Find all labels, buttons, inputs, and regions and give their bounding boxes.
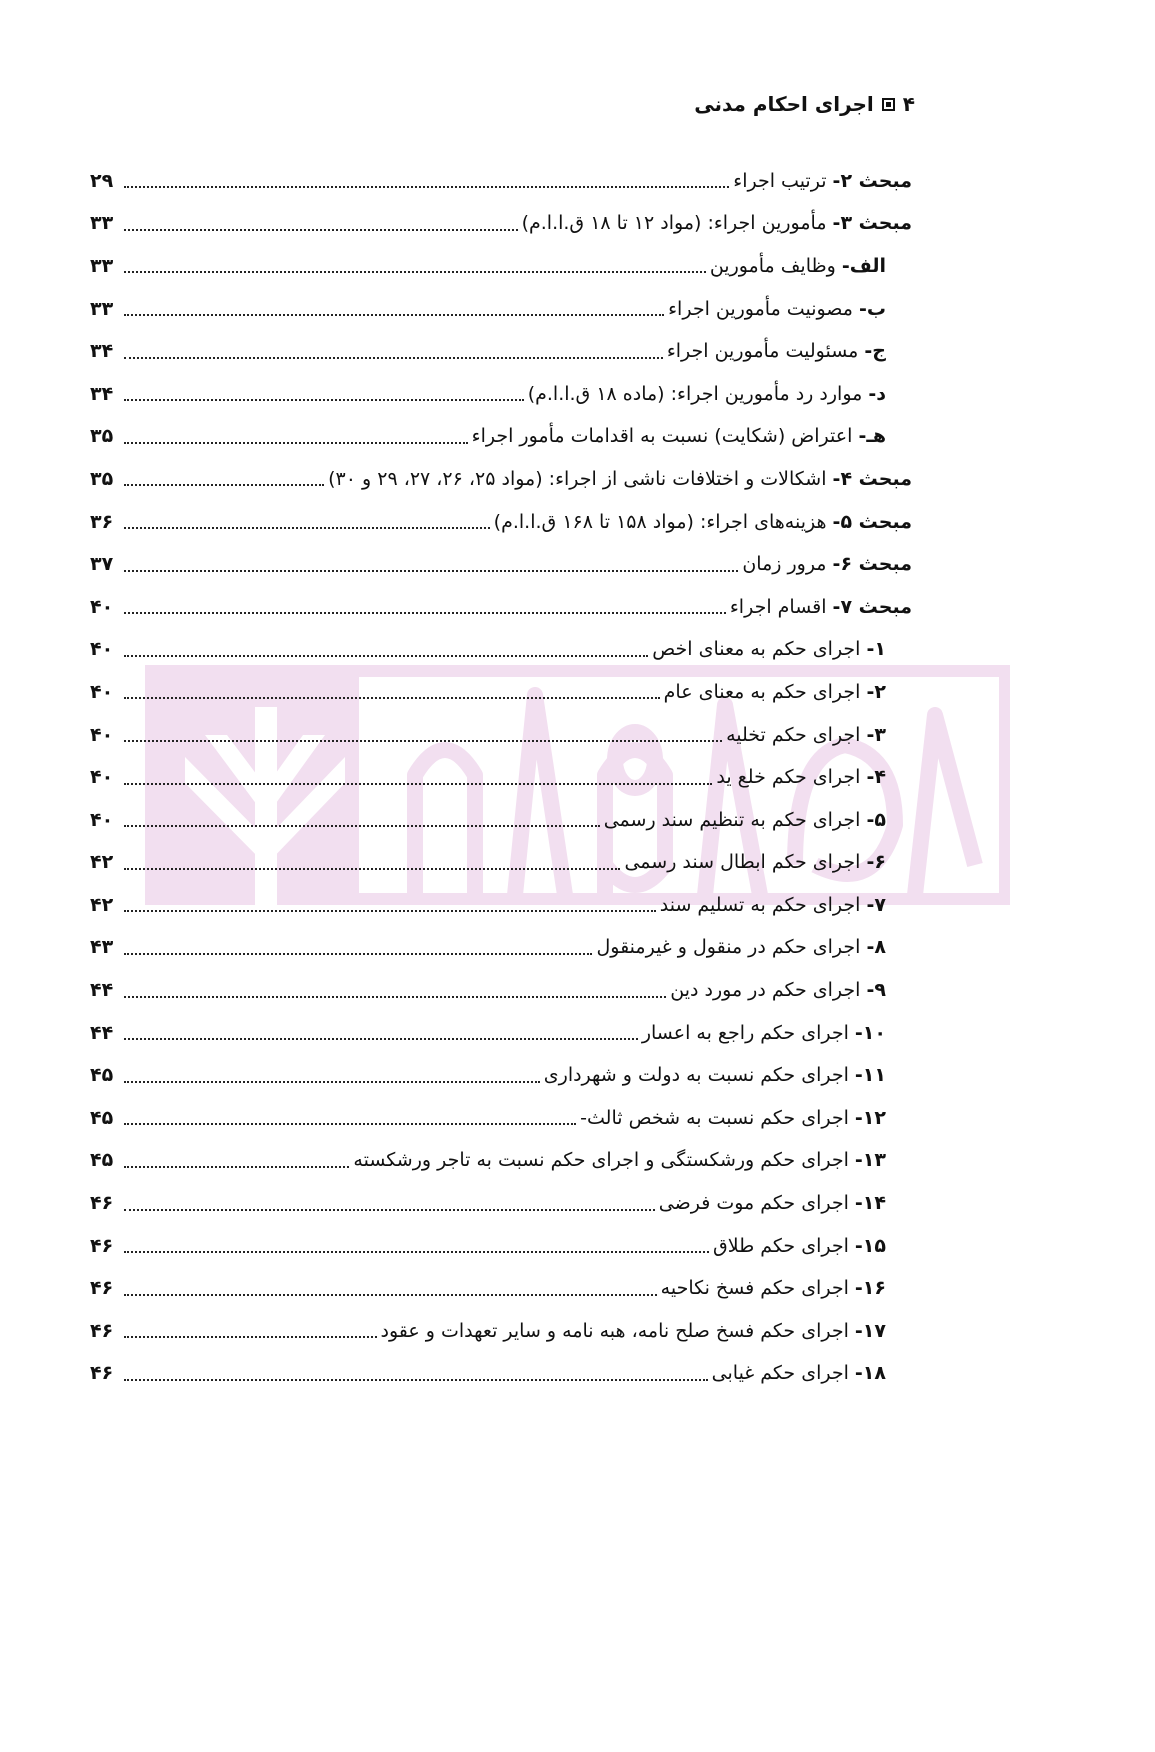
toc-entry[interactable] <box>90 884 912 927</box>
toc-entry-page: ۴۵ <box>90 1064 114 1087</box>
toc-entry-title: مأمورین اجراء: (مواد ۱۲ تا ۱۸ ق.ا.ا.م) <box>521 212 827 235</box>
toc-entry-page: ۴۶ <box>90 1234 114 1257</box>
toc-entry-title: مصونیت مأمورین اجراء <box>668 297 853 320</box>
toc-entry-number: مبحث ۶- <box>832 553 912 576</box>
toc-entry[interactable] <box>90 458 912 501</box>
toc-entry-number: ۴- <box>866 766 886 789</box>
dot-leader <box>124 1336 377 1338</box>
dot-leader <box>124 953 592 955</box>
toc-entry-title: ترتیب اجراء <box>733 169 827 192</box>
toc-entry-title: اجرای حکم در مورد دین <box>670 979 861 1002</box>
dot-leader <box>124 740 722 742</box>
toc-entry-number: مبحث ۵- <box>832 510 912 533</box>
toc-entry[interactable] <box>90 1310 912 1353</box>
toc-entry-number: ۱۷- <box>854 1319 886 1342</box>
toc-entry-number: ب- <box>859 297 886 320</box>
dot-leader <box>124 868 620 870</box>
toc-entry-page: ۴۰ <box>90 638 114 661</box>
toc-entry[interactable] <box>90 671 912 714</box>
toc-entry-page: ۳۳ <box>90 254 114 277</box>
dot-leader <box>124 527 490 529</box>
toc-entry[interactable] <box>90 330 912 373</box>
toc-entry-page: ۴۲ <box>90 893 114 916</box>
toc-entry[interactable] <box>90 969 912 1012</box>
dot-leader <box>124 783 712 785</box>
toc-entry-number: ۳- <box>866 723 886 746</box>
dot-leader <box>124 1038 638 1040</box>
toc-entry-title: اجرای حکم به تنظیم سند رسمی <box>603 808 861 831</box>
toc-entry-number: د- <box>868 382 886 405</box>
dot-leader <box>124 314 664 316</box>
toc-entry[interactable] <box>90 203 912 246</box>
toc-entry-number: ۶- <box>866 851 886 874</box>
dot-leader <box>124 697 660 699</box>
dot-leader <box>124 825 600 827</box>
toc-entry[interactable] <box>90 1267 912 1310</box>
toc-entry-page: ۴۰ <box>90 680 114 703</box>
toc-entry-page: ۴۰ <box>90 808 114 831</box>
toc-entry-number: ۱۸- <box>854 1362 886 1385</box>
toc-entry-number: ۱۱- <box>854 1064 886 1087</box>
toc-entry-number: ج- <box>864 340 886 363</box>
toc-entry-title: اجرای حکم ابطال سند رسمی <box>624 851 861 874</box>
toc-entry-number: ۹- <box>866 979 886 1002</box>
toc-entry[interactable] <box>90 799 912 842</box>
toc-entry-number: هـ- <box>858 425 886 448</box>
toc-entry-page: ۴۲ <box>90 851 114 874</box>
toc-entry[interactable] <box>90 288 912 331</box>
toc-entry-title: اجرای حکم فسخ نکاحیه <box>660 1277 849 1300</box>
toc-entry-title: اجرای حکم فسخ صلح نامه، هبه نامه و سایر تعهدات و عقود <box>380 1319 849 1342</box>
dot-leader <box>124 484 324 486</box>
dot-leader <box>124 1379 708 1381</box>
toc-entry-page: ۴۴ <box>90 1021 114 1044</box>
toc-entry[interactable] <box>90 245 912 288</box>
square-bullet-icon <box>882 98 895 111</box>
toc-entry-page: ۴۶ <box>90 1277 114 1300</box>
toc-entry[interactable] <box>90 629 912 672</box>
toc-entry-number: مبحث ۷- <box>832 595 912 618</box>
toc-entry-page: ۳۷ <box>90 553 114 576</box>
toc-entry-title: اقسام اجراء <box>729 595 827 618</box>
page-number: ۴ <box>902 92 915 116</box>
page-margin <box>1035 0 1155 1752</box>
dot-leader <box>124 271 706 273</box>
toc-entry[interactable] <box>90 1140 912 1183</box>
toc-entry[interactable] <box>90 1054 912 1097</box>
toc-entry[interactable] <box>90 586 912 629</box>
toc-entry[interactable] <box>90 1353 912 1396</box>
toc-entry-title: اجرای حکم غیابی <box>711 1362 849 1385</box>
toc-entry-title: مسئولیت مأمورین اجراء <box>666 340 859 363</box>
toc-entry[interactable] <box>90 416 912 459</box>
toc-entry-page: ۲۹ <box>90 169 114 192</box>
toc-entry-number: ۵- <box>866 808 886 831</box>
toc-entry-page: ۴۶ <box>90 1362 114 1385</box>
toc-entry-page: ۴۵ <box>90 1149 114 1172</box>
toc-entry[interactable] <box>90 501 912 544</box>
toc-entry[interactable] <box>90 842 912 885</box>
toc-entry[interactable] <box>90 160 912 203</box>
toc-entry-page: ۴۰ <box>90 595 114 618</box>
toc-entry-page: ۳۳ <box>90 297 114 320</box>
toc-entry-title: موارد رد مأمورین اجراء: (ماده ۱۸ ق.ا.ا.م) <box>527 382 863 405</box>
toc-entry-number: ۱۰- <box>854 1021 886 1044</box>
toc-entry-title: اجرای حکم طلاق <box>713 1234 849 1257</box>
toc-entry-title: اجرای حکم موت فرضی <box>658 1192 849 1215</box>
toc-entry[interactable] <box>90 1097 912 1140</box>
dot-leader <box>124 399 524 401</box>
toc-entry[interactable] <box>90 1012 912 1055</box>
dot-leader <box>124 1209 655 1211</box>
dot-leader <box>124 570 738 572</box>
toc-entry[interactable] <box>90 756 912 799</box>
toc-entry-title: اعتراض (شکایت) نسبت به اقدامات مأمور اجراء <box>471 425 853 448</box>
dot-leader <box>124 1081 540 1083</box>
toc-entry-page: ۳۴ <box>90 340 114 363</box>
dot-leader <box>124 357 663 359</box>
toc-entry[interactable] <box>90 543 912 586</box>
toc-entry-title: مرور زمان <box>742 553 827 576</box>
toc-entry-page: ۳۵ <box>90 467 114 490</box>
toc-entry-number: ۸- <box>866 936 886 959</box>
toc-entry[interactable] <box>90 1182 912 1225</box>
toc-entry-title: اجرای حکم به معنای اخص <box>652 638 861 661</box>
toc-entry-title: اشکالات و اختلافات ناشی از اجراء: (مواد ۲۵، ۲۶، ۲۷، ۲۹ و ۳۰) <box>328 467 827 490</box>
dot-leader <box>124 1294 657 1296</box>
toc-entry-title: اجرای حکم به تسلیم سند <box>659 893 861 916</box>
toc-entry-number: مبحث ۴- <box>832 467 912 490</box>
toc-entry-title: اجرای حکم در منقول و غیرمنقول <box>596 936 861 959</box>
dot-leader <box>124 1123 576 1125</box>
toc-entry[interactable] <box>90 1225 912 1268</box>
toc-entry-page: ۳۴ <box>90 382 114 405</box>
toc-entry-number: الف- <box>841 254 886 277</box>
toc-entry-title: اجرای حکم تخلیه <box>726 723 861 746</box>
toc-entry-number: ۷- <box>866 893 886 916</box>
toc-entry-number: ۲- <box>866 680 886 703</box>
toc-entry-page: ۴۵ <box>90 1106 114 1129</box>
toc-entry-number: ۱۵- <box>854 1234 886 1257</box>
toc-entry[interactable] <box>90 373 912 416</box>
toc-entry-title: اجرای حکم نسبت به دولت و شهرداری <box>543 1064 849 1087</box>
dot-leader <box>124 229 518 231</box>
dot-leader <box>124 612 726 614</box>
dot-leader <box>124 1166 349 1168</box>
toc-entry-page: ۴۶ <box>90 1192 114 1215</box>
toc-entry-title: هزینه‌های اجراء: (مواد ۱۵۸ تا ۱۶۸ ق.ا.ا.م) <box>493 510 827 533</box>
dot-leader <box>124 1251 709 1253</box>
toc-entry-title: اجرای حکم نسبت به شخص ثالث- <box>580 1106 849 1129</box>
toc-entry-title: اجرای حکم خلع ید <box>716 766 861 789</box>
toc-entry-page: ۴۴ <box>90 979 114 1002</box>
table-of-contents <box>90 160 912 1395</box>
toc-entry-title: وظایف مأمورین <box>709 254 836 277</box>
toc-entry-page: ۳۳ <box>90 212 114 235</box>
toc-entry-number: ۱۴- <box>854 1192 886 1215</box>
dot-leader <box>124 996 666 998</box>
dot-leader <box>124 186 729 188</box>
toc-entry-number: ۱- <box>866 638 886 661</box>
toc-entry-number: مبحث ۳- <box>832 212 912 235</box>
toc-entry-number: ۱۶- <box>854 1277 886 1300</box>
dot-leader <box>124 442 468 444</box>
toc-entry-number: ۱۳- <box>854 1149 886 1172</box>
running-head <box>694 92 915 116</box>
toc-entry-number: ۱۲- <box>854 1106 886 1129</box>
toc-entry[interactable] <box>90 714 912 757</box>
toc-entry-page: ۳۶ <box>90 510 114 533</box>
toc-entry-page: ۴۶ <box>90 1319 114 1342</box>
toc-entry-title: اجرای حکم ورشکستگی و اجرای حکم نسبت به تاجر ورشکسته <box>353 1149 849 1172</box>
book-title: اجرای احکام مدنی <box>694 92 874 116</box>
toc-entry-page: ۴۰ <box>90 766 114 789</box>
dot-leader <box>124 655 648 657</box>
toc-entry[interactable] <box>90 927 912 970</box>
toc-entry-number: مبحث ۲- <box>832 169 912 192</box>
toc-entry-page: ۳۵ <box>90 425 114 448</box>
toc-entry-page: ۴۳ <box>90 936 114 959</box>
toc-entry-page: ۴۰ <box>90 723 114 746</box>
dot-leader <box>124 910 656 912</box>
toc-entry-title: اجرای حکم راجع به اعسار <box>641 1021 849 1044</box>
toc-entry-title: اجرای حکم به معنای عام <box>663 680 861 703</box>
